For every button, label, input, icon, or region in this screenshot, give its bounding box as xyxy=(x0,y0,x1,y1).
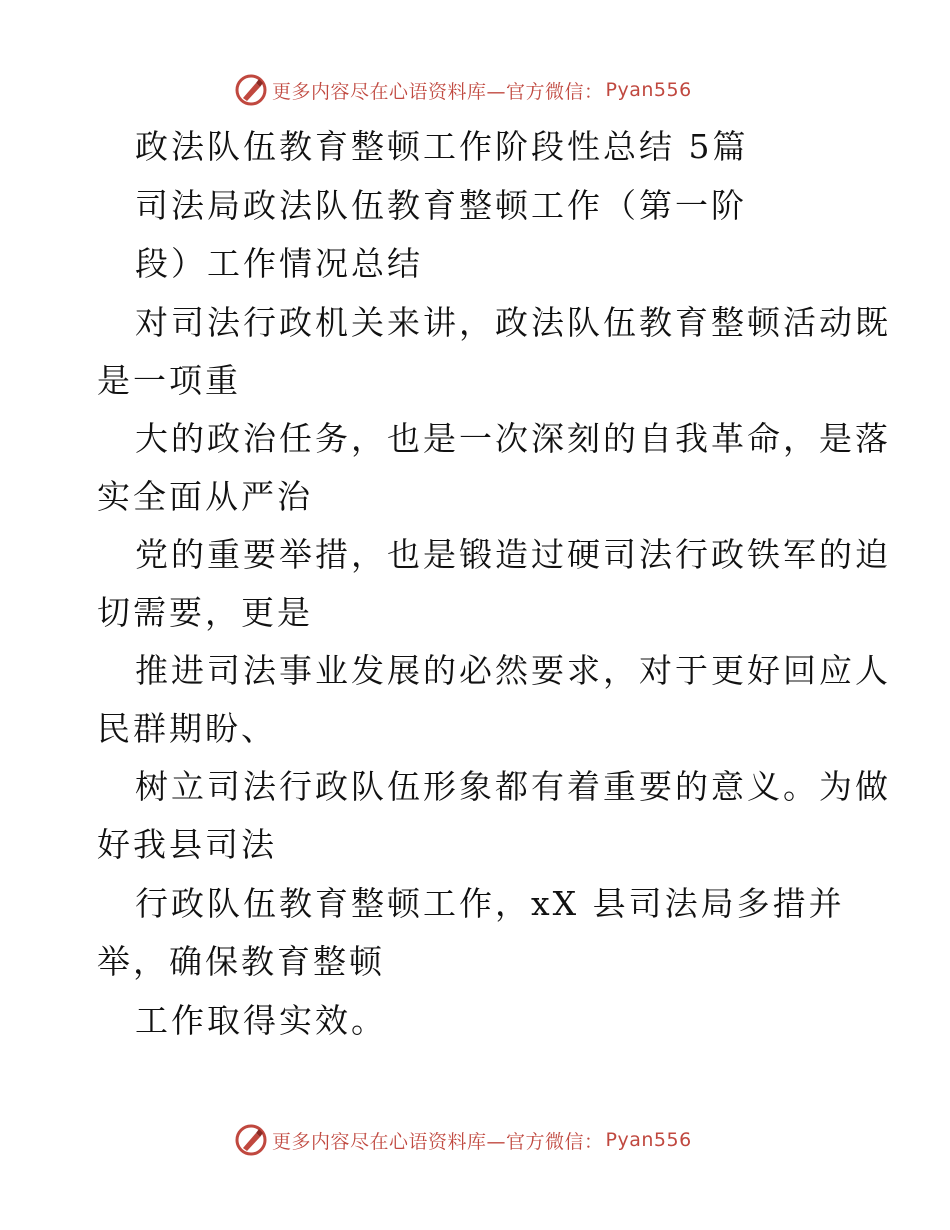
paragraph-line: 民群期盼、 xyxy=(97,709,277,748)
document-subtitle-line-1: 司法局政法队伍教育整顿工作（第一阶 xyxy=(135,186,747,225)
paragraph-line: 工作取得实效。 xyxy=(135,1001,387,1040)
paragraph-line: 大的政治任务，也是一次深刻的自我革命，是落 xyxy=(135,419,891,458)
paragraph-line: 对司法行政机关来讲，政法队伍教育整顿活动既 xyxy=(135,303,891,342)
paragraph-line: 切需要，更是 xyxy=(97,593,313,632)
paragraph-line: 是一项重 xyxy=(97,361,241,400)
header-watermark xyxy=(234,72,692,108)
watermark-wechat-id: Pyan556 xyxy=(605,79,692,101)
paragraph-line: 实全面从严治 xyxy=(97,477,313,516)
paragraph-line: 党的重要举措，也是锻造过硬司法行政铁军的迫 xyxy=(135,535,891,574)
paragraph-line: 好我县司法 xyxy=(97,825,277,864)
paragraph-line: 树立司法行政队伍形象都有着重要的意义。为做 xyxy=(135,767,891,806)
pen-logo-icon xyxy=(234,1123,268,1157)
watermark-text: 更多内容尽在心语资料库—官方微信： xyxy=(272,1130,604,1153)
footer-watermark xyxy=(234,1122,692,1158)
document-title: 政法队伍教育整顿工作阶段性总结 5篇 xyxy=(135,127,749,166)
pen-logo-icon xyxy=(234,73,268,107)
document-subtitle-line-2: 段）工作情况总结 xyxy=(135,244,423,283)
paragraph-line: 举，确保教育整顿 xyxy=(97,942,385,981)
watermark-wechat-id: Pyan556 xyxy=(605,1129,692,1151)
paragraph-line: 推进司法事业发展的必然要求，对于更好回应人 xyxy=(135,651,891,690)
paragraph-line: 行政队伍教育整顿工作，xX 县司法局多措并 xyxy=(135,884,845,923)
watermark-text: 更多内容尽在心语资料库—官方微信： xyxy=(272,80,604,103)
